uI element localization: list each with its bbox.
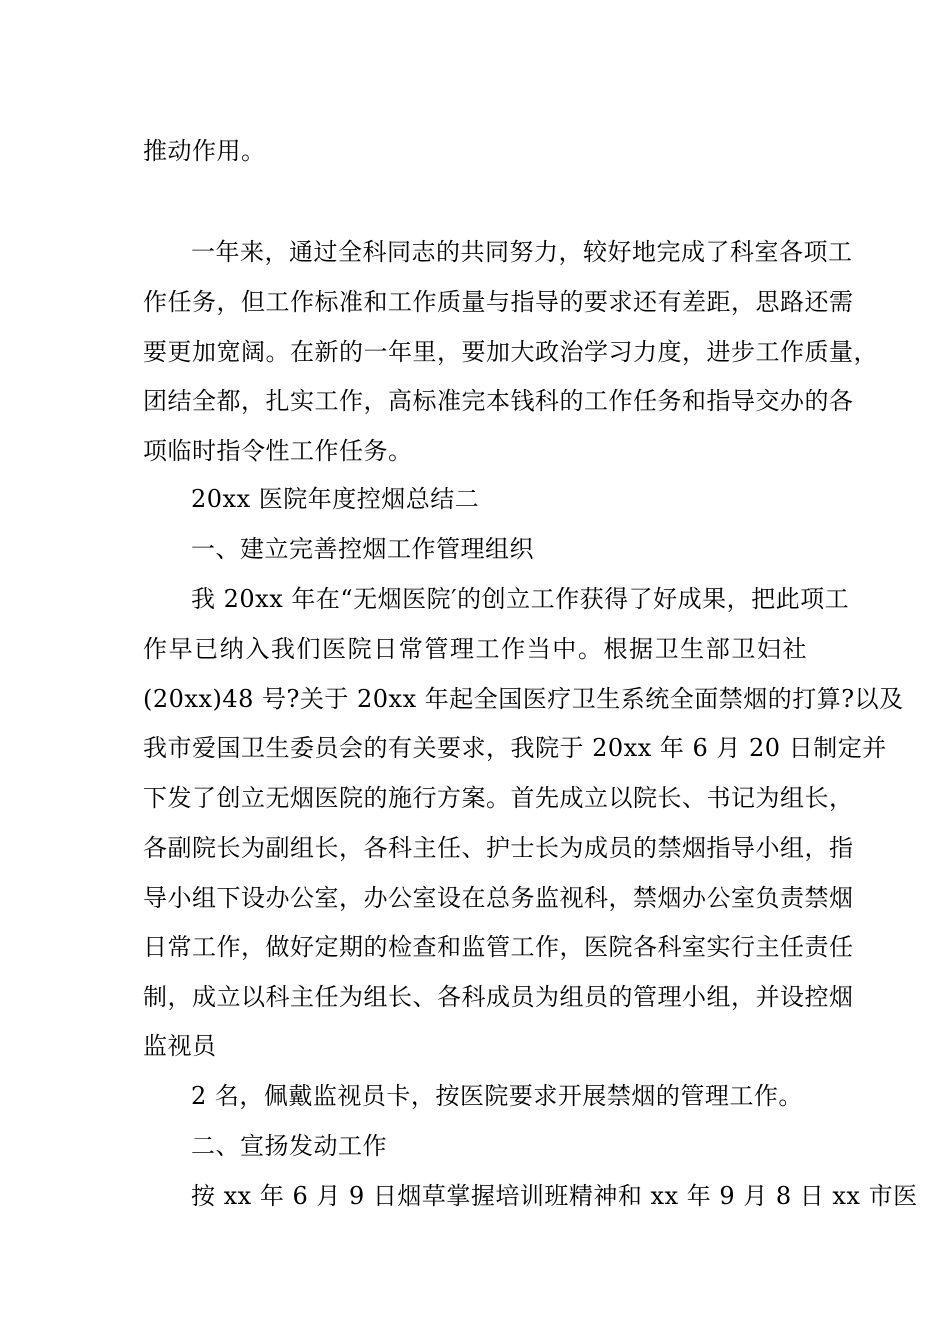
paragraph-line: 推动作用。: [143, 137, 266, 165]
paragraph-line: 下发了创立无烟医院的施行方案。首先成立以院长、书记为组长，: [143, 784, 854, 812]
section-heading: 二、宣扬发动工作: [191, 1132, 387, 1160]
paragraph-line: 制，成立以科主任为组长、各科成员为组员的管理小组，并设控烟: [143, 983, 854, 1011]
paragraph-line: 团结全都，扎实工作，高标准完本钱科的工作任务和指导交办的各: [143, 387, 854, 415]
paragraph-line: 按 xx 年 6 月 9 日烟草掌握培训班精神和 xx 年 9 月 8 日 xx 市医: [191, 1182, 918, 1210]
paragraph-line: (20xx)48 号?关于 20xx 年起全国医疗卫生系统全面禁烟的打算?以及: [143, 685, 904, 713]
paragraph-line: 要更加宽阔。在新的一年里，要加大政治学习力度，进步工作质量，: [143, 338, 878, 366]
paragraph-line: 一年来，通过全科同志的共同努力，较好地完成了科室各项工: [191, 238, 853, 266]
paragraph-line: 各副院长为副组长，各科主任、护士长为成员的禁烟指导小组，指: [143, 834, 854, 862]
paragraph-line: 监视员: [143, 1032, 217, 1060]
section-heading: 一、建立完善控烟工作管理组织: [191, 535, 534, 563]
paragraph-line: 2 名，佩戴监视员卡，按医院要求开展禁烟的管理工作。: [191, 1082, 803, 1110]
paragraph-line: 作早已纳入我们医院日常管理工作当中。根据卫生部卫妇社: [143, 635, 807, 663]
paragraph-line: 我市爱国卫生委员会的有关要求，我院于 20xx 年 6 月 20 日制定并: [143, 734, 887, 762]
paragraph-line: 日常工作，做好定期的检查和监管工作，医院各科室实行主任责任: [143, 933, 854, 961]
document-title: 20xx 医院年度控烟总结二: [191, 485, 480, 513]
paragraph-line: 我 20xx 年在“无烟医院′的创立工作获得了好成果，把此项工: [191, 585, 850, 613]
paragraph-line: 项临时指令性工作任务。: [143, 437, 413, 465]
paragraph-line: 作任务，但工作标准和工作质量与指导的要求还有差距，思路还需: [143, 288, 854, 316]
paragraph-line: 导小组下设办公室，办公室设在总务监视科，禁烟办公室负责禁烟: [143, 884, 854, 912]
